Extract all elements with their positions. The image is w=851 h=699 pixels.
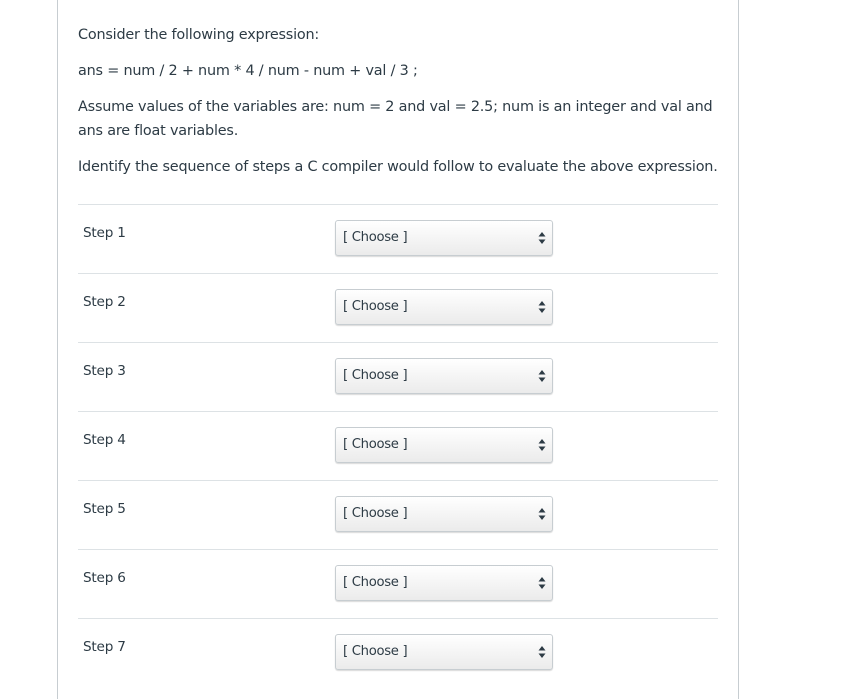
up-down-arrows-icon bbox=[538, 507, 546, 521]
step-row bbox=[78, 204, 718, 273]
up-down-arrows-icon bbox=[538, 576, 546, 590]
step-1-dropdown[interactable] bbox=[335, 220, 553, 256]
up-down-arrows-icon bbox=[538, 300, 546, 314]
dropdown-value: [ Choose ] bbox=[343, 506, 408, 521]
dropdown-value: [ Choose ] bbox=[343, 437, 408, 452]
step-4-dropdown[interactable] bbox=[335, 427, 553, 463]
step-row bbox=[78, 342, 718, 411]
up-down-arrows-icon bbox=[538, 645, 546, 659]
step-6-dropdown[interactable] bbox=[335, 565, 553, 601]
question-expression: ans = num / 2 + num * 4 / num - num + val / 3 ; bbox=[78, 63, 418, 79]
step-label: Step 4 bbox=[83, 432, 126, 448]
step-row bbox=[78, 618, 718, 687]
question-text bbox=[78, 23, 718, 191]
step-7-dropdown[interactable] bbox=[335, 634, 553, 670]
step-5-dropdown[interactable] bbox=[335, 496, 553, 532]
step-label: Step 7 bbox=[83, 639, 126, 655]
dropdown-value: [ Choose ] bbox=[343, 575, 408, 590]
step-row bbox=[78, 411, 718, 480]
step-row bbox=[78, 273, 718, 342]
question-panel bbox=[57, 0, 739, 699]
question-intro: Consider the following expression: bbox=[78, 27, 320, 43]
step-2-dropdown[interactable] bbox=[335, 289, 553, 325]
step-3-dropdown[interactable] bbox=[335, 358, 553, 394]
dropdown-value: [ Choose ] bbox=[343, 644, 408, 659]
up-down-arrows-icon bbox=[538, 438, 546, 452]
up-down-arrows-icon bbox=[538, 369, 546, 383]
question-assumptions: Assume values of the variables are: num = 2 and val = 2.5; num is an integer and val and ans are float variables. bbox=[78, 99, 713, 139]
up-down-arrows-icon bbox=[538, 231, 546, 245]
step-label: Step 1 bbox=[83, 225, 126, 241]
step-label: Step 2 bbox=[83, 294, 126, 310]
step-label: Step 3 bbox=[83, 363, 126, 379]
step-row bbox=[78, 549, 718, 618]
step-label: Step 5 bbox=[83, 501, 126, 517]
dropdown-value: [ Choose ] bbox=[343, 368, 408, 383]
step-label: Step 6 bbox=[83, 570, 126, 586]
question-instruction: Identify the sequence of steps a C compiler would follow to evaluate the above expression. bbox=[78, 159, 718, 175]
dropdown-value: [ Choose ] bbox=[343, 299, 408, 314]
step-row bbox=[78, 480, 718, 549]
answer-table bbox=[78, 204, 718, 687]
dropdown-value: [ Choose ] bbox=[343, 230, 408, 245]
